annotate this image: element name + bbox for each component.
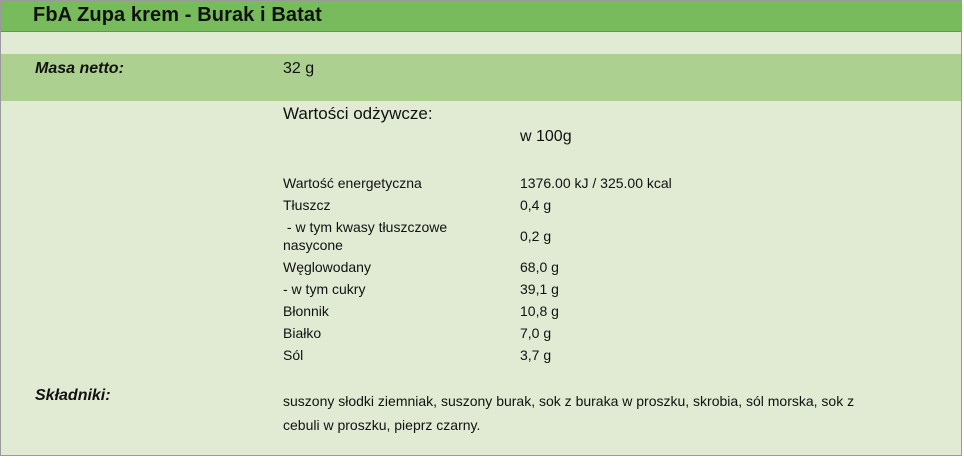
spacer-band [1,32,961,54]
nutrient-value: 3,7 g [520,347,552,363]
net-mass-value: 32 g [283,60,315,77]
title-bar [1,1,961,32]
nutrient-label: - w tym cukry [283,281,366,297]
net-mass-label: Masa netto: [35,60,124,77]
nutrient-label: Sól [283,347,304,363]
nutrient-value: 0,4 g [520,197,552,213]
nutrition-heading: Wartości odżywcze: [283,104,433,123]
nutrient-label: Tłuszcz [283,197,331,213]
product-title: FbA Zupa krem - Burak i Batat [33,4,322,26]
ingredients-text: suszony słodki ziemniak, suszony burak, sok z buraka w proszku, skrobia, sól morska, sok z cebuli w proszku, pieprz czarny. [283,393,855,433]
nutrient-value: 1376.00 kJ / 325.00 kcal [520,175,672,191]
nutrient-label: Błonnik [283,303,329,319]
nutrient-value: 7,0 g [520,325,552,341]
nutrient-value: 0,2 g [520,228,552,244]
ingredients-label: Składniki: [35,387,111,404]
nutrient-label: Węglowodany [283,259,371,275]
nutrition-column-header: w 100g [520,128,572,145]
nutrient-label: Wartość energetyczna [283,175,422,191]
nutrient-value: 39,1 g [520,281,559,297]
nutrient-value: 68,0 g [520,259,559,275]
nutrient-label: Białko [283,325,322,341]
net-mass-band [1,54,961,101]
nutrient-value: 10,8 g [520,303,559,319]
nutrient-label: - w tym kwasy tłuszczowe nasycone [283,219,452,253]
